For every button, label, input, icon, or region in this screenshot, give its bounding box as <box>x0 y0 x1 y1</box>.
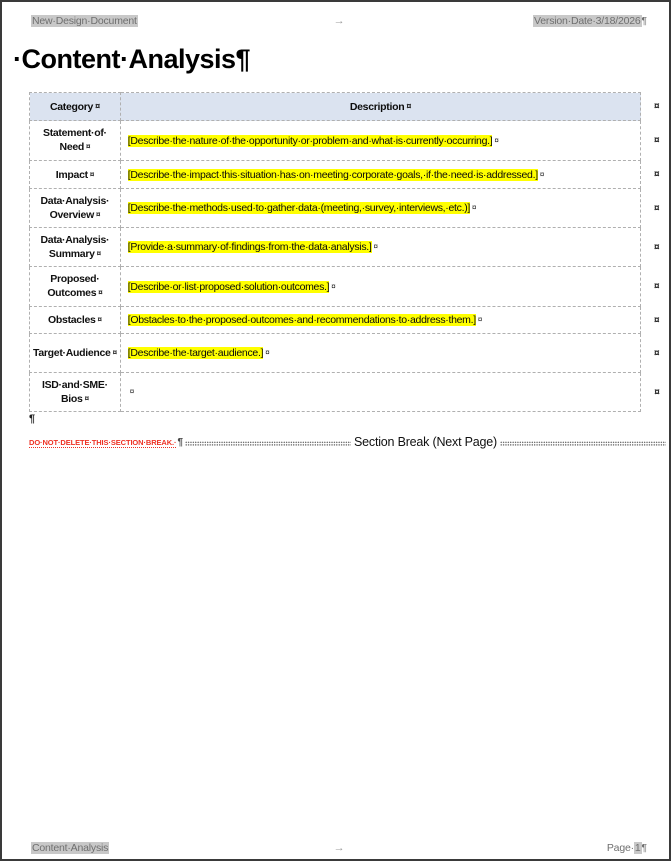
end-of-row-marker: ¤ <box>653 347 660 359</box>
header-left-text[interactable]: New·​Design·​Document <box>32 14 137 27</box>
tab-mark-icon: → <box>333 841 345 854</box>
page-header <box>31 13 647 28</box>
section-break-dotted-line <box>500 441 666 446</box>
description-cell[interactable] <box>120 161 640 189</box>
end-of-cell-marker: ¤ <box>129 387 134 396</box>
description-cell[interactable] <box>120 334 640 373</box>
end-of-cell-marker: ¤ <box>373 242 378 251</box>
paragraph-mark: ¶ <box>641 14 647 27</box>
end-of-cell-marker: ¤ <box>95 100 100 111</box>
category-cell[interactable] <box>30 121 121 161</box>
end-of-row-marker: ¤ <box>654 386 660 398</box>
table-row <box>30 267 669 307</box>
category-cell[interactable] <box>30 161 121 189</box>
content-analysis-table <box>29 92 669 412</box>
description-cell[interactable] <box>120 189 640 228</box>
table-row <box>30 334 669 373</box>
header-version-text[interactable]: Version·​Date·​3/18/2026 <box>534 14 641 27</box>
end-of-row-marker: ¤ <box>653 281 660 292</box>
section-break-dotted-line <box>185 441 351 446</box>
end-of-cell-marker: ¤ <box>98 288 103 297</box>
description-cell[interactable] <box>120 228 640 267</box>
end-of-cell-marker: ¤ <box>95 209 101 219</box>
category-label: Obstacles <box>48 314 96 326</box>
end-of-cell-marker: ¤ <box>265 348 270 357</box>
category-label: Proposed·​Outcomes <box>47 273 100 299</box>
paragraph-mark: ¶ <box>235 44 251 74</box>
category-cell[interactable] <box>30 228 121 267</box>
end-of-cell-marker: ¤ <box>406 100 412 111</box>
description-header-cell[interactable] <box>120 93 640 121</box>
category-cell[interactable] <box>30 334 121 373</box>
end-of-cell-marker: ¤ <box>539 169 544 179</box>
category-label: Data·​Analysis·​Overview <box>40 194 110 221</box>
header-right <box>533 15 647 27</box>
end-of-cell-marker: ¤ <box>89 169 94 179</box>
table-row <box>30 189 669 228</box>
table-row <box>30 307 669 334</box>
end-of-cell-marker: ¤ <box>86 142 91 151</box>
footer-page-field[interactable] <box>607 842 647 854</box>
table-header-row <box>30 93 669 121</box>
description-cell[interactable] <box>120 121 640 161</box>
category-label: Target·​Audience <box>33 347 111 359</box>
category-cell[interactable] <box>30 307 121 334</box>
table-row <box>30 228 669 267</box>
tab-mark-icon: → <box>333 14 345 27</box>
description-cell[interactable] <box>120 307 640 334</box>
placeholder-text[interactable]: [Describe·​or·​list·​proposed·​solution·​outcomes.] <box>127 280 330 293</box>
placeholder-text[interactable]: [Describe·​the·​nature·​of·​the·​opportunity·​or·​problem·​and·​what·​is·​currently·​occurring.] <box>127 134 493 147</box>
category-label: Data·​Analysis·​Summary <box>40 233 110 260</box>
page-title[interactable] <box>13 44 250 75</box>
end-of-row-marker: ¤ <box>653 202 660 214</box>
column-header-label: Description <box>349 100 405 113</box>
section-break-warning[interactable]: DO·​NOT·​DELETE·​THIS·​SECTION·​BREAK.·​ <box>29 437 177 447</box>
page-number: 1 <box>634 841 641 854</box>
end-of-cell-marker: ¤ <box>477 315 483 324</box>
title-text: ·​Content·​Analysis <box>13 44 236 74</box>
end-of-cell-marker: ¤ <box>96 248 101 258</box>
category-cell[interactable] <box>30 373 121 412</box>
page-label: Page·​ <box>606 841 634 854</box>
table-row <box>30 161 669 189</box>
category-header-cell[interactable] <box>30 93 121 121</box>
category-label: Impact <box>55 168 88 181</box>
paragraph-mark[interactable]: ¶ <box>29 413 36 425</box>
description-cell[interactable] <box>120 267 640 307</box>
paragraph-mark: ¶ <box>177 436 183 448</box>
end-of-cell-marker: ¤ <box>112 348 117 357</box>
category-cell[interactable] <box>30 189 121 228</box>
category-label: Statement·​of·​Need <box>42 127 107 153</box>
end-of-cell-marker: ¤ <box>494 135 499 145</box>
end-of-cell-marker: ¤ <box>472 203 477 212</box>
end-of-row-marker: ¤ <box>653 101 660 112</box>
column-header-label: Category <box>49 100 94 113</box>
placeholder-text[interactable]: [Obstacles·​to·​the·​proposed·​outcomes·​and·​recommendations·​to·​address·​them.] <box>127 314 476 326</box>
end-of-row-marker: ¤ <box>653 314 660 326</box>
placeholder-text[interactable]: [Describe·​the·​target·​audience.] <box>127 347 264 359</box>
end-of-cell-marker: ¤ <box>97 315 102 324</box>
placeholder-text[interactable]: [Describe·​the·​methods·​used·​to·​gather·​data·​(meeting,·​survey,·​interviews,·​etc.)] <box>127 202 471 214</box>
category-cell[interactable] <box>30 267 121 307</box>
placeholder-text[interactable]: [Describe·​the·​impact·​this·​situation·​has·​on·​meeting·​corporate·​goals,·​if·​the·​need·​is·​addressed.] <box>127 168 538 181</box>
section-break <box>29 435 666 449</box>
end-of-cell-marker: ¤ <box>84 393 89 403</box>
page-footer <box>31 840 647 855</box>
paragraph-mark: ¶ <box>641 841 647 854</box>
footer-left-text[interactable]: Content·​Analysis <box>32 841 109 854</box>
placeholder-text[interactable]: [Provide·​a·​summary·​of·​findings·​from·​the·​data·​analysis.] <box>127 241 372 253</box>
description-cell[interactable] <box>120 373 640 412</box>
table-row <box>30 373 669 412</box>
end-of-cell-marker: ¤ <box>331 281 336 291</box>
end-of-row-marker: ¤ <box>653 241 660 253</box>
section-break-label: Section Break (Next Page) <box>354 435 497 449</box>
category-label: ISD·​and·​SME·​Bios <box>41 378 108 405</box>
table-row <box>30 121 669 161</box>
end-of-row-marker: ¤ <box>653 169 660 180</box>
end-of-row-marker: ¤ <box>653 135 660 146</box>
